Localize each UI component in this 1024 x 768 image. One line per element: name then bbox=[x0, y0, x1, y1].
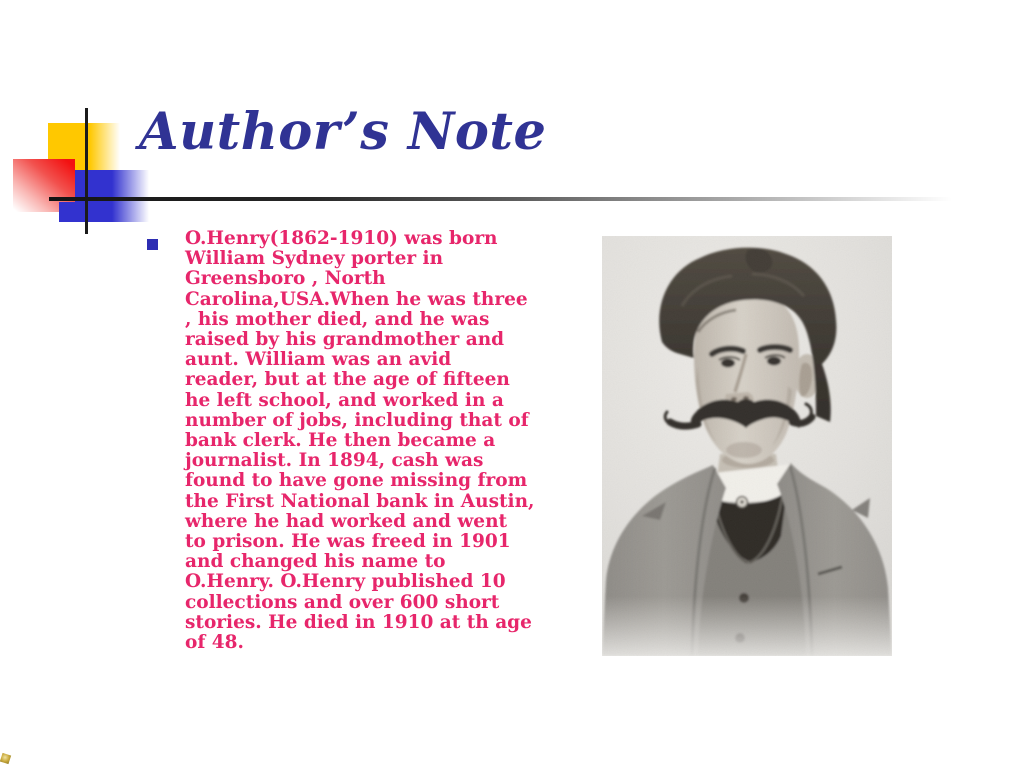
body-text-line: bank clerk. He then became a bbox=[185, 430, 496, 452]
body-text-line: raised by his grandmother and bbox=[185, 329, 505, 351]
decoration-vertical-line bbox=[85, 108, 88, 234]
body-text-line: where he had worked and went bbox=[185, 510, 508, 532]
body-text-line: number of jobs, including that of bbox=[185, 409, 529, 431]
title-underline-rule bbox=[49, 197, 961, 201]
gold-diamond-icon bbox=[0, 753, 11, 764]
body-text-line: O.Henry. O.Henry published 10 bbox=[185, 571, 506, 593]
body-text bbox=[185, 229, 534, 653]
body-text-line: he left school, and worked in a bbox=[185, 389, 504, 411]
body-text-line: stories. He died in 1910 at th age bbox=[185, 611, 532, 633]
author-portrait-photo bbox=[602, 236, 892, 656]
body-text-line: William Sydney porter in bbox=[185, 248, 444, 270]
body-text-line: and changed his name to bbox=[185, 551, 446, 573]
body-text-line: Carolina,USA.When he was three bbox=[185, 288, 528, 310]
body-text-line: reader, but at the age of fifteen bbox=[185, 369, 510, 391]
body-text-line: journalist. In 1894, cash was bbox=[185, 450, 484, 472]
square-bullet-icon bbox=[147, 239, 158, 250]
body-text-line: , his mother died, and he was bbox=[185, 308, 490, 330]
body-text-line: Greensboro , North bbox=[185, 268, 386, 290]
body-text-line: aunt. William was an avid bbox=[185, 349, 452, 371]
body-text-line: found to have gone missing from bbox=[185, 470, 528, 492]
body-text-line: of 48. bbox=[185, 632, 244, 654]
portrait-image bbox=[602, 236, 892, 656]
body-text-line: collections and over 600 short bbox=[185, 591, 500, 613]
body-text-line: the First National bank in Austin, bbox=[185, 490, 535, 512]
body-text-line: to prison. He was freed in 1901 bbox=[185, 531, 511, 553]
body-text-line: O.Henry(1862-1910) was born bbox=[185, 228, 498, 249]
slide-title: Author’s Note bbox=[139, 102, 547, 162]
